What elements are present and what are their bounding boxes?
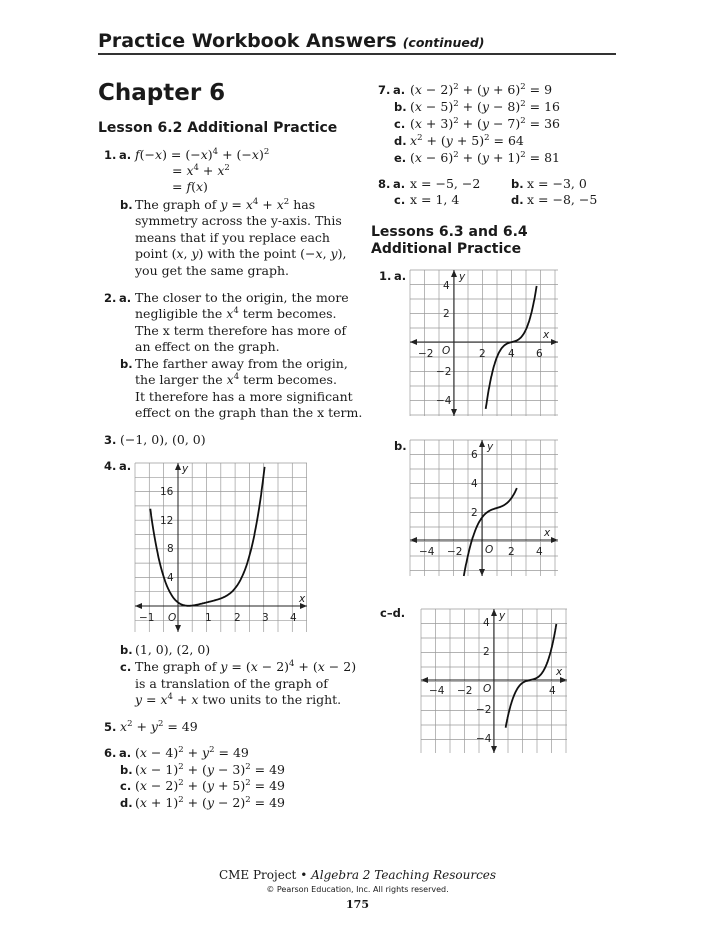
y-axis-label: y — [499, 610, 506, 622]
q4a-label: a. — [119, 459, 132, 473]
footer-project: CME Project — [218, 868, 297, 882]
x-tick-label: 6 — [536, 348, 543, 360]
x-axis-label: x — [556, 666, 563, 678]
q2b-label: b. — [120, 357, 133, 371]
q1b-line1: The graph of $y = x^4 + x^2$ has — [135, 197, 316, 212]
q4b-answer: (1, 0), (2, 0) — [135, 642, 211, 657]
q1a-line1: $f(-x) = (-x)^4 + (-x)^2$ — [135, 147, 270, 162]
q2a-label: a. — [119, 291, 132, 305]
chapter-title: Chapter 6 — [98, 80, 226, 106]
q8-number: 8. — [378, 177, 391, 191]
g1cd-label: c–d. — [380, 606, 406, 620]
q2a-line4: an effect on the graph. — [135, 339, 280, 354]
q1b-line5: you get the same graph. — [135, 263, 289, 278]
footer-bullet: • — [300, 868, 308, 882]
y-axis-arrow-bottom — [491, 746, 497, 753]
y-tick-label: −2 — [436, 366, 452, 378]
y-axis-label: y — [459, 271, 466, 283]
q8d-label: d. — [511, 193, 524, 207]
q6d-label: d. — [120, 796, 133, 810]
q4c-line2: is a translation of the graph of — [135, 676, 328, 691]
q4b-label: b. — [120, 643, 133, 657]
y-tick-label: −4 — [476, 733, 492, 745]
q2a-line3: The x term therefore has more of — [135, 323, 347, 338]
g1b-label: b. — [394, 439, 407, 453]
y-axis-label: y — [487, 441, 494, 453]
x-tick-label: 4 — [536, 546, 543, 558]
lesson-heading-line2: Additional Practice — [371, 241, 522, 257]
q1b-line2: symmetry across the y-axis. This — [135, 213, 342, 228]
y-tick-label: 4 — [471, 478, 478, 490]
x-axis-arrow — [551, 537, 558, 543]
q7a-label: a. — [393, 83, 406, 97]
lesson-6-2-heading: Lesson 6.2 Additional Practice — [98, 120, 338, 136]
y-tick-label: −2 — [476, 704, 492, 716]
header-continued: (continued) — [402, 35, 485, 50]
q4-number: 4. — [104, 459, 117, 473]
x-tick-label: 2 — [234, 612, 241, 624]
q6b-answer: $(x - 1)^2 + (y - 3)^2 = 49$ — [135, 762, 285, 777]
q7b-label: b. — [394, 100, 407, 114]
q3-answer: (−1, 0), (0, 0) — [120, 432, 206, 447]
x-axis-arrow-left — [410, 339, 417, 345]
q6a-answer: $(x - 4)^2 + y^2 = 49$ — [135, 745, 249, 760]
q2b-line2: the larger the $x^4$ term becomes. — [135, 372, 337, 387]
q2a-line2: negligible the $x^4$ term becomes. — [135, 306, 337, 321]
y-tick-label: 2 — [471, 507, 478, 519]
x-tick-label: −2 — [457, 685, 473, 697]
y-axis-arrow — [175, 463, 181, 470]
q8c-answer: x = 1, 4 — [410, 192, 460, 207]
q7c-answer: $(x + 3)^2 + (y - 7)^2 = 36$ — [410, 116, 560, 131]
x-axis-label: x — [543, 329, 550, 341]
header-title-text: Practice Workbook Answers — [98, 30, 397, 52]
graph-4a — [135, 460, 310, 635]
x-axis-arrow-left — [410, 537, 417, 543]
y-axis-arrow — [491, 609, 497, 616]
y-axis-arrow-bottom — [479, 569, 485, 576]
q4c-label: c. — [120, 660, 132, 674]
x-tick-label: 4 — [549, 685, 556, 697]
q7d-answer: $x^2 + (y + 5)^2 = 64$ — [410, 133, 524, 148]
q6b-label: b. — [120, 763, 133, 777]
q7c-label: c. — [394, 117, 406, 131]
x-tick-label: −2 — [418, 348, 434, 360]
y-tick-label: 8 — [167, 543, 174, 555]
origin-label: O — [442, 345, 451, 357]
y-tick-label: 2 — [483, 646, 490, 658]
y-axis-arrow-bottom — [175, 625, 181, 632]
lesson-6-3-6-4-heading — [371, 224, 528, 258]
q7b-answer: $(x - 5)^2 + (y - 8)^2 = 16$ — [410, 99, 560, 114]
x-axis-arrow — [551, 339, 558, 345]
y-tick-label: 16 — [160, 486, 174, 498]
q8c-label: c. — [394, 193, 406, 207]
origin-label: O — [168, 612, 177, 624]
y-tick-label: 4 — [167, 572, 174, 584]
q3-number: 3. — [104, 433, 117, 447]
q2a-line1: The closer to the origin, the more — [135, 290, 349, 305]
y-tick-label: 4 — [443, 280, 450, 292]
g1-number: 1. — [379, 269, 392, 283]
q6d-answer: $(x + 1)^2 + (y - 2)^2 = 49$ — [135, 795, 285, 810]
y-tick-label: −4 — [436, 395, 452, 407]
q1b-label: b. — [120, 198, 133, 212]
x-tick-label: 1 — [205, 612, 212, 624]
y-axis-arrow — [451, 270, 457, 277]
x-axis-arrow-left — [421, 677, 428, 683]
q6a-label: a. — [119, 746, 132, 760]
q6c-label: c. — [120, 779, 132, 793]
q7e-answer: $(x - 6)^2 + (y + 1)^2 = 81$ — [410, 150, 560, 165]
q8d-answer: x = −8, −5 — [527, 192, 598, 207]
q1-number: 1. — [104, 148, 117, 162]
x-tick-label: 3 — [262, 612, 269, 624]
q1a-line2: = $x^4 + x^2$ — [172, 163, 230, 178]
x-axis-label: x — [544, 527, 551, 539]
page-header-title — [98, 30, 485, 52]
graph-1b — [410, 438, 558, 578]
q7-number: 7. — [378, 83, 391, 97]
x-tick-label: −4 — [419, 546, 435, 558]
q7a-answer: $(x - 2)^2 + (y + 6)^2 = 9$ — [410, 82, 553, 97]
q2-number: 2. — [104, 291, 117, 305]
y-axis-arrow — [479, 440, 485, 447]
x-tick-label: −1 — [139, 612, 155, 624]
x-axis-arrow-left — [135, 603, 142, 609]
q2b-line3: It therefore has a more significant — [135, 389, 353, 404]
q8a-label: a. — [393, 177, 406, 191]
q1b-line3: means that if you replace each — [135, 230, 330, 245]
q5-answer: $x^2 + y^2 = 49$ — [120, 719, 198, 734]
x-axis-label: x — [299, 593, 306, 605]
q5-number: 5. — [104, 720, 117, 734]
y-tick-label: 12 — [160, 515, 174, 527]
x-tick-label: −4 — [429, 685, 445, 697]
g1a-label: a. — [394, 269, 407, 283]
function-curve — [506, 624, 557, 728]
graph-1cd — [421, 607, 569, 755]
q1a-label: a. — [119, 148, 132, 162]
q2b-line1: The farther away from the origin, — [135, 356, 348, 371]
header-rule — [98, 53, 616, 55]
y-tick-label: 4 — [483, 617, 490, 629]
q8a-answer: x = −5, −2 — [410, 176, 481, 191]
page-number: 175 — [346, 898, 369, 911]
q2b-line4: effect on the graph than the x term. — [135, 405, 363, 420]
q6-number: 6. — [104, 746, 117, 760]
x-tick-label: 2 — [508, 546, 515, 558]
q6c-answer: $(x - 2)^2 + (y + 5)^2 = 49$ — [135, 778, 285, 793]
origin-label: O — [483, 683, 492, 695]
footer-copyright: © Pearson Education, Inc. All rights reserved. — [266, 885, 449, 894]
q7e-label: e. — [394, 151, 407, 165]
y-tick-label: 6 — [471, 449, 478, 461]
q1b-line4: point (x, y) with the point (−x, y), — [135, 246, 347, 261]
y-axis-label: y — [182, 463, 189, 475]
x-tick-label: 2 — [479, 348, 486, 360]
x-tick-label: 4 — [508, 348, 515, 360]
x-tick-label: −2 — [447, 546, 463, 558]
x-tick-label: 4 — [290, 612, 297, 624]
footer-credit — [0, 868, 715, 882]
q4c-line1: The graph of $y = (x - 2)^4 + (x - 2)$ — [135, 659, 357, 674]
q1a-line3: = f(x) — [172, 179, 208, 194]
q4c-line3: $y = x^4 + x$ two units to the right. — [135, 692, 342, 707]
y-tick-label: 2 — [443, 308, 450, 320]
origin-label: O — [485, 544, 494, 556]
q8b-label: b. — [511, 177, 524, 191]
graph-1a — [410, 268, 558, 418]
q7d-label: d. — [394, 134, 407, 148]
lesson-heading-line1: Lessons 6.3 and 6.4 — [371, 224, 528, 240]
footer-book-title: Algebra 2 Teaching Resources — [311, 868, 497, 882]
q8b-answer: x = −3, 0 — [527, 176, 587, 191]
function-curve — [464, 488, 517, 576]
